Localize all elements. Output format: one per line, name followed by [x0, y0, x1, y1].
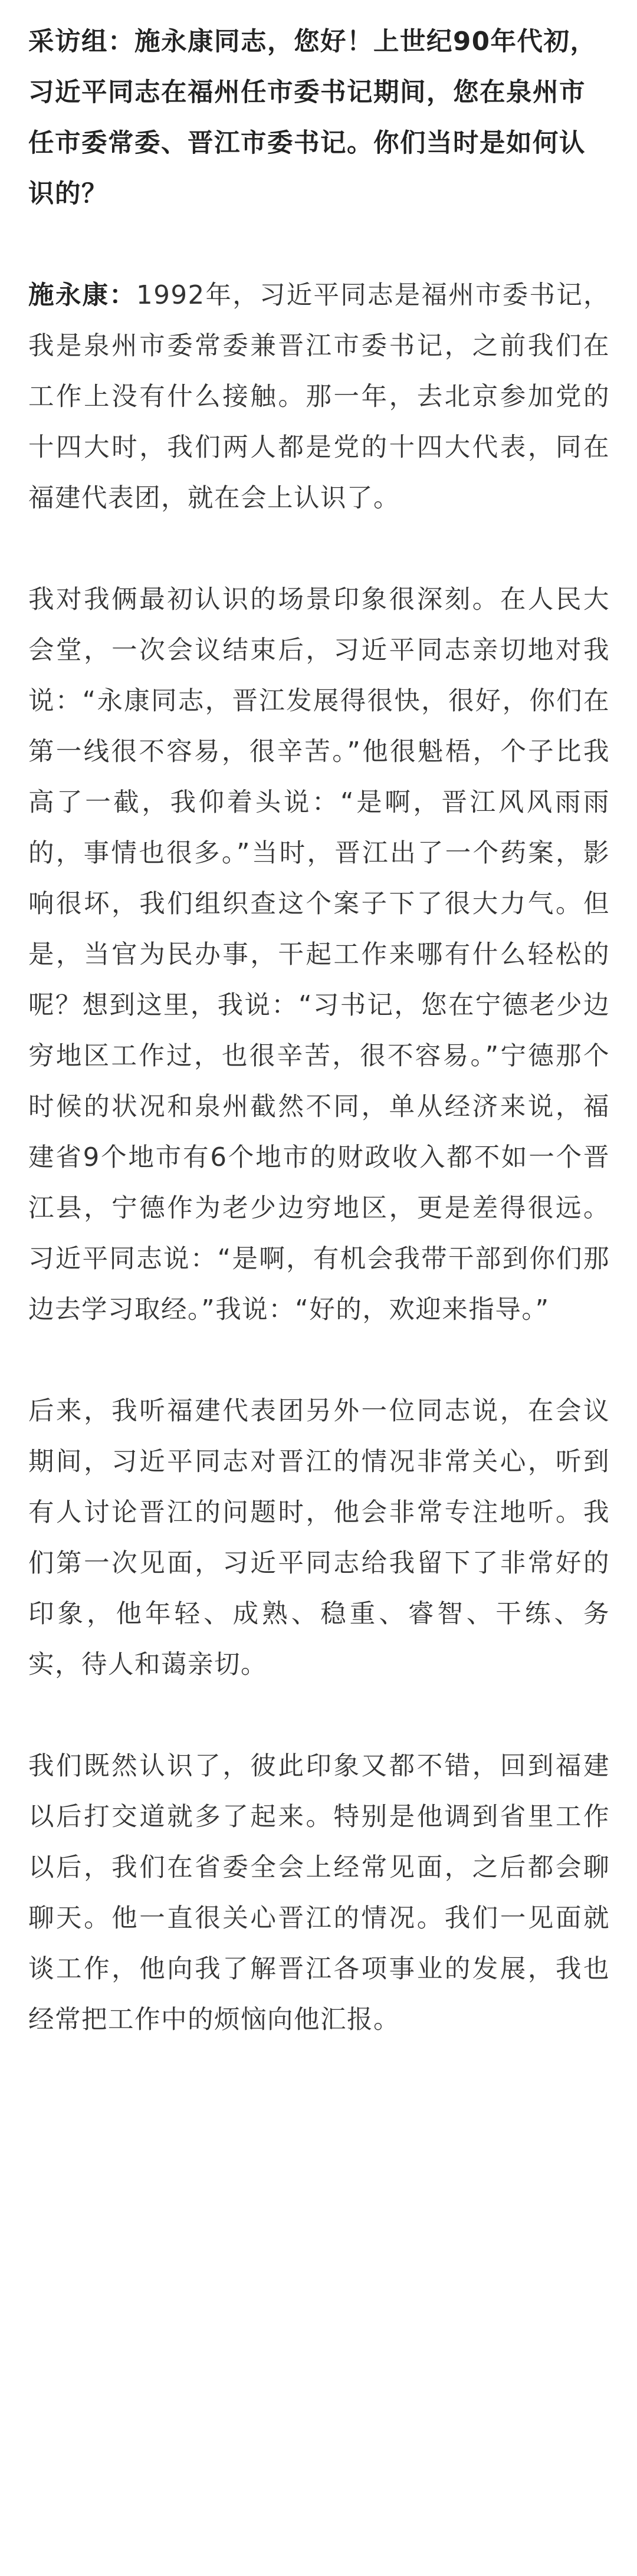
paragraph-later-contact: 我们既然认识了，彼此印象又都不错，回到福建以后打交道就多了起来。特别是他调到省里工作以后，我们在省委全会上经常见面，之后都会聊聊天。他一直很关心晋江的情况。我们一见面就谈工作，他向我了解晋江各项事业的发展，我也经常把工作中的烦恼向他汇报。 — [28, 1752, 610, 2035]
answer-text: 1992年，习近平同志是福州市委书记，我是泉州市委常委兼晋江市委书记，之前我们在工作上没有什么接触。那一年，去北京参加党的十四大时，我们两人都是党的十四大代表，同在福建代表团，就在会上认识了。 — [28, 281, 610, 513]
interview-answer — [28, 270, 610, 524]
interview-question — [28, 17, 610, 219]
paragraph-impression: 后来，我听福建代表团另外一位同志说，在会议期间，习近平同志对晋江的情况非常关心，听到有人讨论晋江的问题时，他会非常专注地听。我们第一次见面，习近平同志给我留下了非常好的印象，他年轻、成熟、稳重、睿智、干练、务实，待人和蔼亲切。 — [28, 1397, 610, 1680]
question-speaker: 采访组： — [28, 27, 134, 57]
answer-speaker: 施永康： — [28, 281, 137, 310]
paragraph-first-meeting: 我对我俩最初认识的场景印象很深刻。在人民大会堂，一次会议结束后，习近平同志亲切地对我说：“永康同志，晋江发展得很快，很好，你们在第一线很不容易，很辛苦。”他很魁梧，个子比我高了一截，我仰着头说：“是啊，晋江风风雨雨的，事情也很多。”当时，晋江出了一个药案，影响很坏，我们组织查这个案子下了很大力气。但是，当官为民办事，干起工作来哪有什么轻松的呢？想到这里，我说：“习书记，您在宁德老少边穷地区工作过，也很辛苦，很不容易。”宁德那个时候的状况和泉州截然不同，单从经济来说，福建省9个地市有6个地市的财政收入都不如一个晋江县，宁德作为老少边穷地区，更是差得很远。习近平同志说：“是啊，有机会我带干部到你们那边去学习取经。”我说：“好的，欢迎来指导。” — [28, 585, 610, 1325]
question-text: 施永康同志，您好！上世纪90年代初，习近平同志在福州任市委书记期间，您在泉州市任市委常委、晋江市委书记。你们当时是如何认识的？ — [28, 27, 597, 209]
